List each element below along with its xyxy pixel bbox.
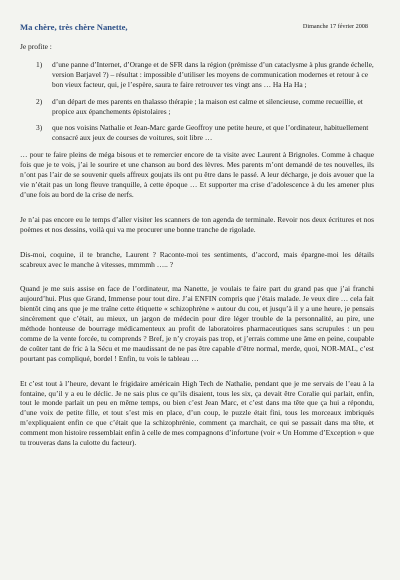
salutation: Ma chère, très chère Nanette, bbox=[20, 22, 128, 32]
list-item bbox=[20, 97, 374, 117]
list-item-number: 2) bbox=[36, 96, 43, 106]
list-item bbox=[20, 60, 374, 90]
list-item-text: que nos voisins Nathalie et Jean-Marc garde Geoffroy une petite heure, et que l’ordinateur, habituellement consacré aux jeux de courses de voitures, soit libre … bbox=[52, 123, 369, 143]
list-item-text: d’un départ de mes parents en thalasso thérapie ; la maison est calme et silencieuse, comme recueillie, et propice aux épanchements épistolaires ; bbox=[52, 96, 363, 116]
list-item-number: 3) bbox=[36, 123, 43, 133]
letter-date: Dimanche 17 février 2008 bbox=[302, 23, 368, 30]
paragraph: … pour te faire pleins de méga bisous et te remercier encore de ta visite avec Laurent à Brignoles. Comme à chaque fois que je te vois, j’ai le sourire et une chanson au bord des lèvres. Mes parents m’ont demandé de tes nouvelles, ils n’ont pas l’air de se souvenir quels affreux goujats ils ont pu être dans le passé. A leur décharge, je dois avouer que la vie n’était pas un long fleuve tranquille, à cette époque … Et supporter ma crise d’adolescence à du les amener plus d’une fois au bord de la crise de nerfs. bbox=[20, 150, 374, 199]
intro-line: Je profite : bbox=[20, 42, 52, 51]
reasons-list bbox=[20, 60, 374, 143]
letter-header bbox=[20, 22, 368, 38]
list-item bbox=[20, 123, 374, 143]
paragraph: Dis-moi, coquine, il te branche, Laurent ? Raconte-moi tes sentiments, d’accord, mais épargne-moi les détails scabreux avec le manche à vitesses, mmmmh ….. ? bbox=[20, 249, 374, 269]
list-item-text: d’une panne d’Internet, d’Orange et de SFR dans la région (prémisse d’un cataclysme à plus grande échelle, version Barjavel ?) – résultat : impossible d’utiliser les moyens de communication modernes et retour à ce bon vieux facteur, qui, je l’espère, saura te faire retrouver tes vingt ans … Ha Ha Ha ; bbox=[52, 59, 374, 89]
paragraph: Et c’est tout à l’heure, devant le frigidaire américain High Tech de Nathalie, pendant que je me servais de l’eau à la fontaine, qu’il y a eu le déclic. Je ne sais plus ce qu’ils disaient, tous les six, ça devait être Coralie qui parlait, enfin, tout le monde parlait un peu en même temps, ou bien c’est Jean Marc, et c’est dans ma tête que ça hui a répondu, d’une voix de petite fille, et tout s’est mis en place, d’un coup, le puzzle était fini, tous les morceaux imbriqués m’expliquaient enfin ce que c’était que la schizophrénie, comment ça marchait, ce qui se passait dans ma tête, et comment mon histoire ressemblait enfin à celle de mes compagnons d’infortune (voir « Un Homme d’Exception » que tu trouveras dans la culotte du facteur). bbox=[20, 378, 374, 448]
paragraph: Quand je me suis assise en face de l’ordinateur, ma Nanette, je voulais te faire part du grand pas que j’ai franchi aujourd’hui. Plus que Grand, Immense pour tout dire. J’ai ENFIN compris que j’étais malade. Je veux dire … cela fait bientôt cinq ans que je me traîne cette étiquette « schizophrène » autour du cou, et jusqu’à il y a une heure, je pensais sincèrement que c’était, au mieux, un jargon de médecin pour dire léger trouble de la personnalité, au pire, une méthode honteuse de bourrage médicamenteux au profit de laboratoires pharmaceutiques sans scrupules : un peu comme de la vente forcée, tu comprends ? Bref, je n’y croyais pas trop, et j’errais comme une âme en peine, coupable de coûter tant de fric à la Sécu et me maudissant de ne pas être capable d’être normal, merde, quoi, NOR-MAL, c’est pourtant pas compliqué, bordel ! Enfin, tu vois le tableau … bbox=[20, 284, 374, 363]
letter-body bbox=[20, 42, 374, 463]
list-item-number: 1) bbox=[36, 59, 43, 69]
paragraph: Je n’ai pas encore eu le temps d’aller visiter les scanners de ton agenda de terminale. Revoir nos deux écritures et nos poèmes et nos dessins, voilà qui va me procurer une bonne tranche de rigolade. bbox=[20, 214, 374, 234]
